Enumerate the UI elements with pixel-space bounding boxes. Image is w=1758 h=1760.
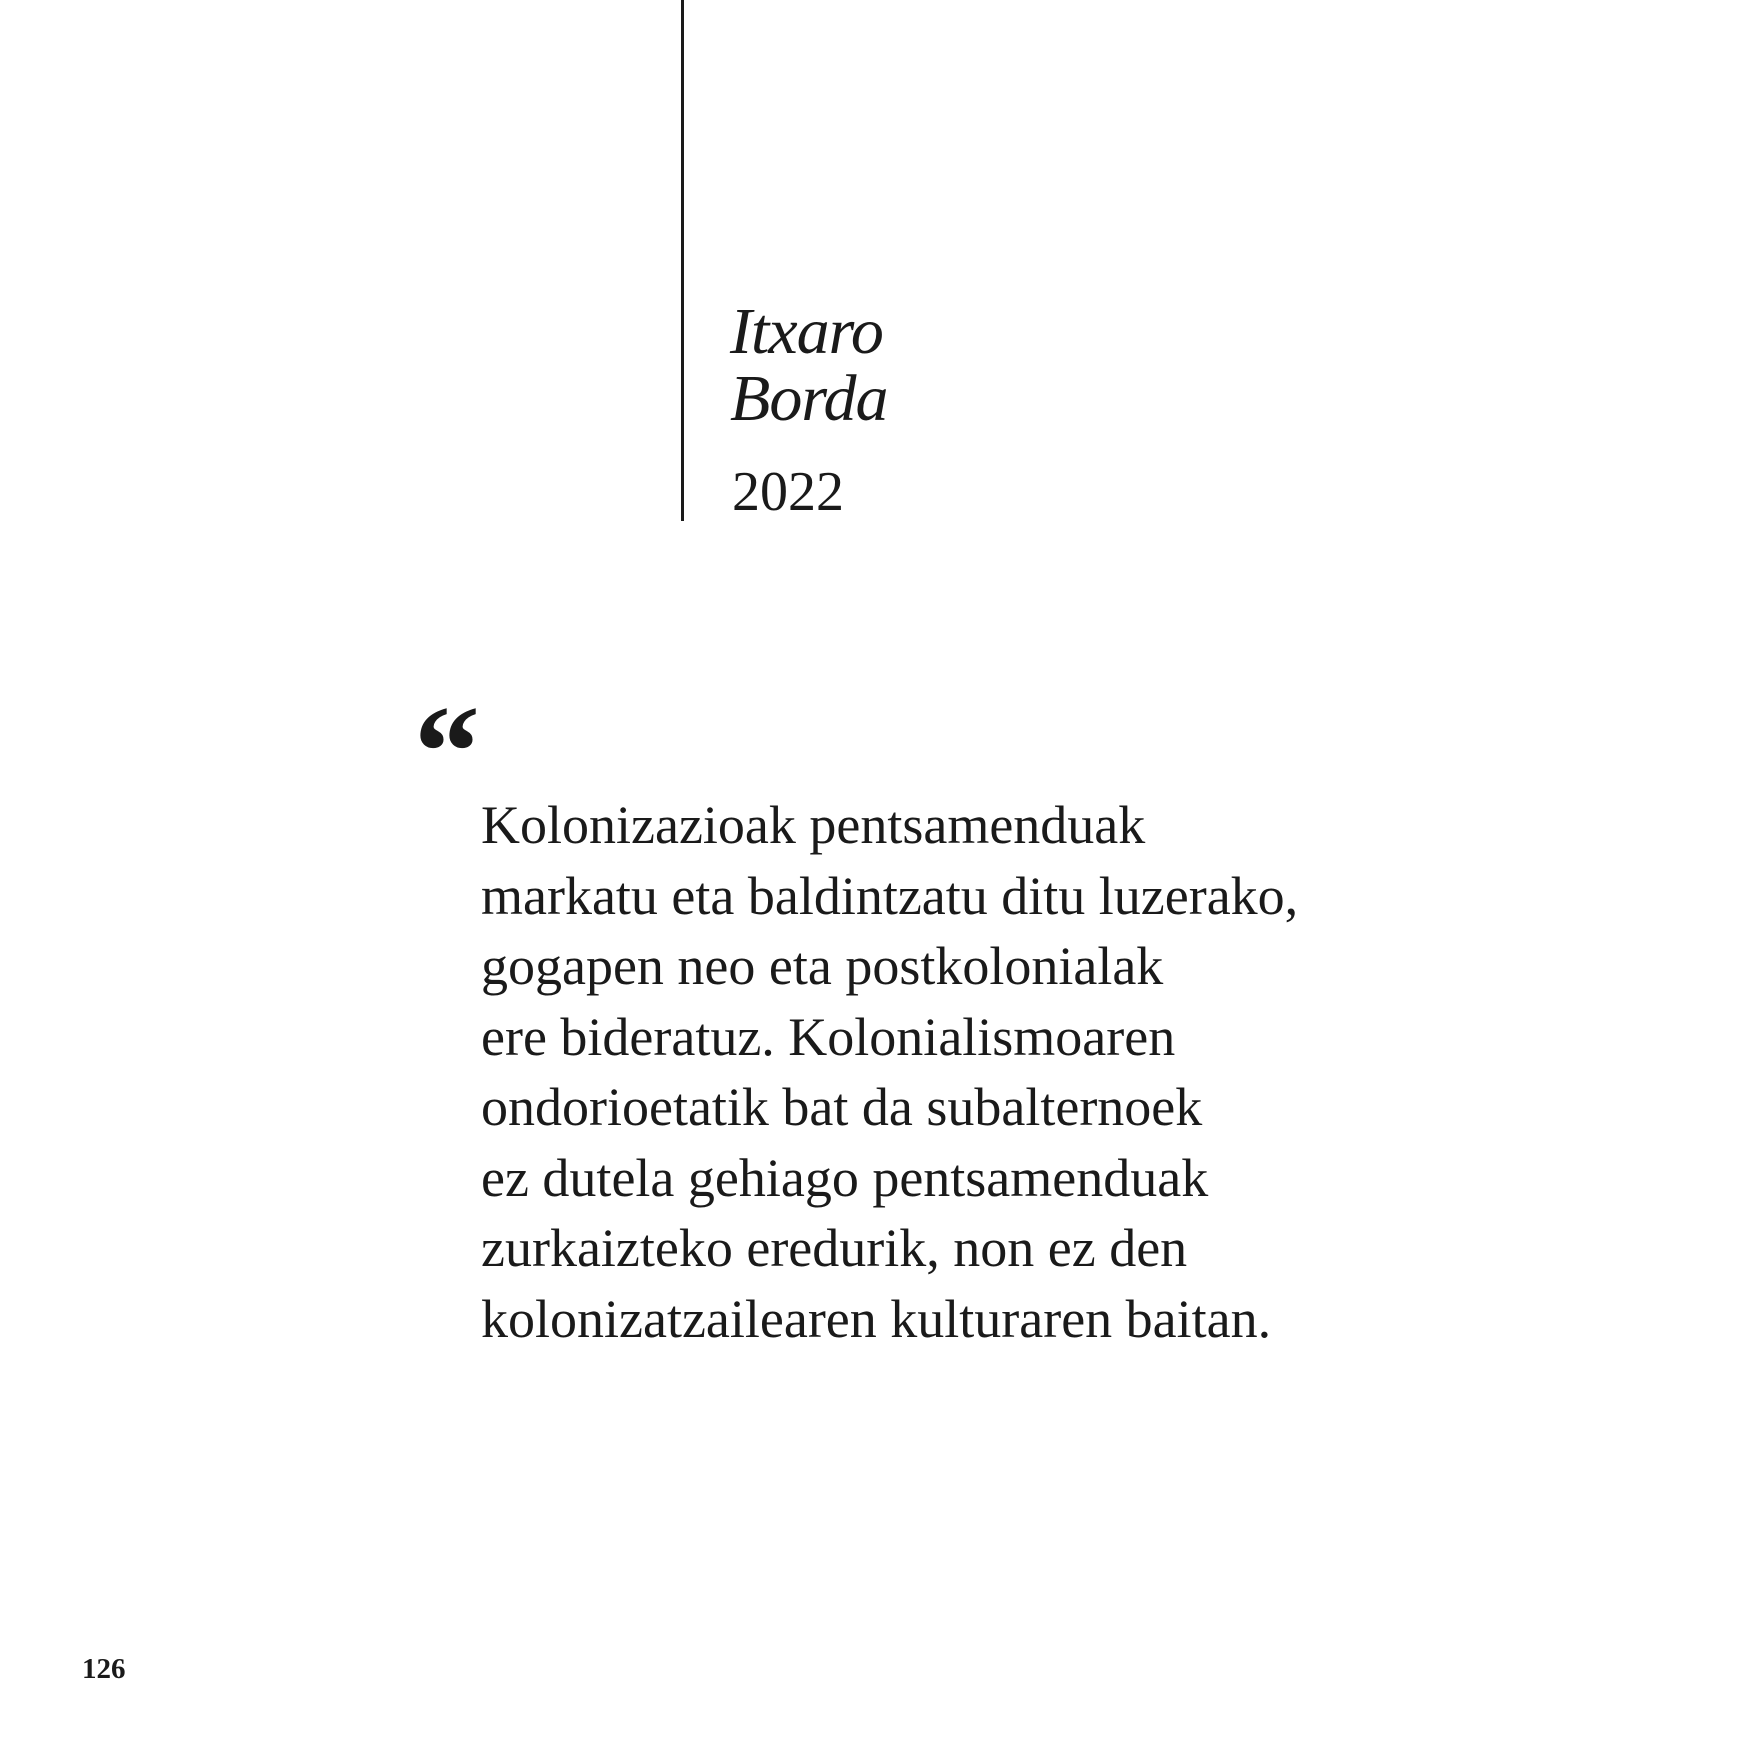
quote-line: ere bideratuz. Kolonialismoaren xyxy=(481,1006,1176,1067)
quote-line: gogapen neo eta postkolonialak xyxy=(481,936,1164,996)
quote-line: ondorioetatik bat da subalternoek xyxy=(481,1077,1203,1137)
quote-line: zurkaizteko eredurik, non ez den xyxy=(481,1218,1188,1278)
author-last-name: Borda xyxy=(730,362,888,435)
quote-body xyxy=(481,790,1481,1354)
quote-mark-icon: “ xyxy=(414,678,480,825)
page-number: 126 xyxy=(82,1653,126,1685)
quote-line: markatu eta baldintzatu ditu luzerako, xyxy=(481,865,1299,926)
year-label: 2022 xyxy=(732,461,844,523)
quote-line: kolonizatzailearen kulturaren baitan. xyxy=(481,1288,1272,1349)
quote-line: ez dutela gehiago pentsamenduak xyxy=(481,1147,1209,1208)
author-first-name: Itxaro xyxy=(730,295,883,368)
author-name xyxy=(730,295,888,435)
quote-line: Kolonizazioak pentsamenduak xyxy=(481,795,1146,855)
vertical-divider-line xyxy=(681,0,684,521)
